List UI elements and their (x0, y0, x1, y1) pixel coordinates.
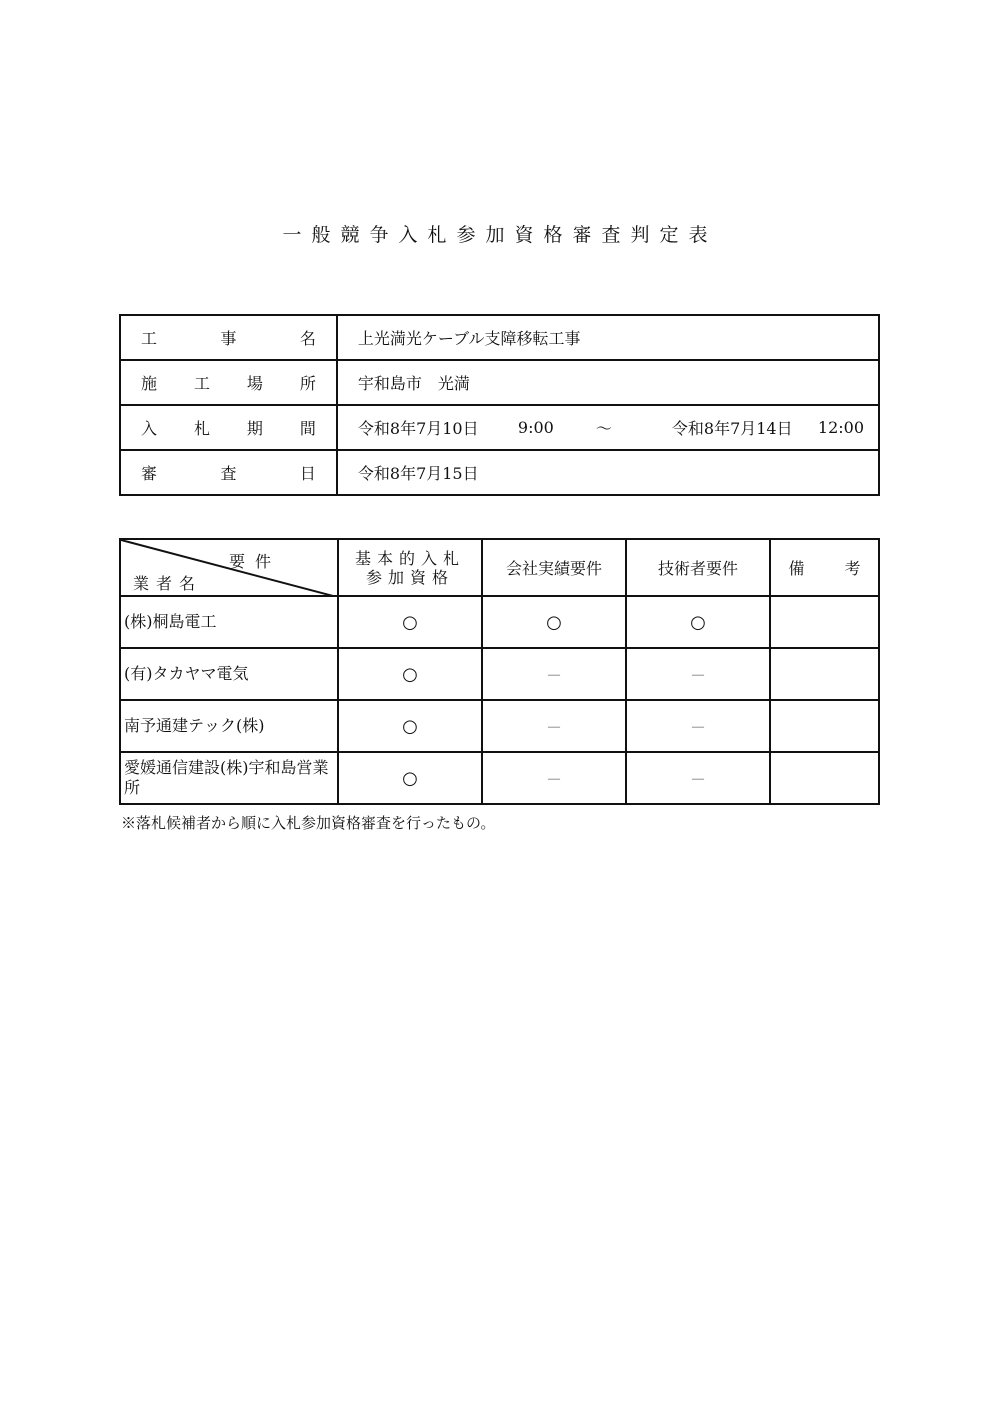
label-char: 施 (141, 374, 158, 393)
basic-qualification-mark: ○ (338, 700, 482, 752)
remarks-cell (770, 596, 879, 648)
period-start-time: 9:00 (517, 418, 554, 437)
page-title: 一般競争入札参加資格審査判定表 (282, 224, 718, 246)
table-row (120, 648, 879, 700)
company-name-header: 業者名 (133, 574, 203, 593)
company-record-mark: － (482, 700, 626, 752)
remarks-char: 備 (788, 559, 805, 578)
engineer-requirement-header: 技術者要件 (626, 539, 770, 596)
period-start-date: 令和8年7月10日 (357, 419, 479, 438)
company-record-header: 会社実績要件 (482, 539, 626, 596)
engineer-requirement-mark: － (626, 648, 770, 700)
label-char: 事 (220, 329, 237, 348)
info-row-bid-period (120, 405, 879, 450)
label-char: 札 (193, 419, 210, 438)
label-char: 所 (299, 374, 316, 393)
company-name: 愛媛通信建設(株)宇和島営業所 (120, 752, 338, 804)
project-name-value: 上光満光ケーブル支障移転工事 (337, 315, 879, 360)
basic-qualification-mark: ○ (338, 596, 482, 648)
label-char: 工 (193, 374, 210, 393)
label-char: 間 (299, 419, 316, 438)
period-tilde: ～ (595, 419, 612, 438)
period-end-date: 令和8年7月14日 (671, 419, 793, 438)
project-info-table (119, 314, 880, 496)
label-char: 日 (299, 464, 316, 483)
info-label (120, 315, 337, 360)
info-row-project-name (120, 315, 879, 360)
engineer-requirement-mark: ○ (626, 596, 770, 648)
results-header-row (120, 539, 879, 596)
location-value: 宇和島市 光満 (337, 360, 879, 405)
diagonal-header-cell (120, 539, 338, 596)
info-row-review-date (120, 450, 879, 495)
basic-qualification-mark: ○ (338, 648, 482, 700)
basic-qualification-header (338, 539, 482, 596)
engineer-requirement-mark: － (626, 700, 770, 752)
info-label (120, 405, 337, 450)
label-char: 場 (246, 374, 263, 393)
period-end-time: 12:00 (817, 418, 864, 437)
remarks-header (770, 539, 879, 596)
remarks-cell (770, 648, 879, 700)
label-char: 査 (220, 464, 237, 483)
table-row (120, 596, 879, 648)
label-char: 入 (141, 419, 158, 438)
label-char: 名 (299, 329, 316, 348)
company-name: 南予通建テック(株) (120, 700, 338, 752)
label-char: 審 (141, 464, 158, 483)
header-line-1: 基本的入札 (354, 548, 465, 568)
company-record-mark: － (482, 752, 626, 804)
header-line-2: 参加資格 (365, 567, 454, 587)
remarks-cell (770, 700, 879, 752)
basic-qualification-mark: ○ (338, 752, 482, 804)
company-name: (有)タカヤマ電気 (120, 648, 338, 700)
info-label (120, 450, 337, 495)
table-row (120, 752, 879, 804)
bid-period-value (337, 405, 879, 450)
company-record-mark: ○ (482, 596, 626, 648)
table-row (120, 700, 879, 752)
requirements-header: 要件 (228, 552, 281, 571)
results-table (119, 538, 880, 805)
info-row-location (120, 360, 879, 405)
footnote: ※落札候補者から順に入札参加資格審査を行ったもの。 (121, 814, 496, 832)
label-char: 工 (141, 329, 158, 348)
info-label (120, 360, 337, 405)
review-date-value: 令和8年7月15日 (337, 450, 879, 495)
remarks-char: 考 (844, 559, 861, 578)
remarks-cell (770, 752, 879, 804)
company-name: (株)桐島電工 (120, 596, 338, 648)
company-record-mark: － (482, 648, 626, 700)
label-char: 期 (246, 419, 263, 438)
engineer-requirement-mark: － (626, 752, 770, 804)
